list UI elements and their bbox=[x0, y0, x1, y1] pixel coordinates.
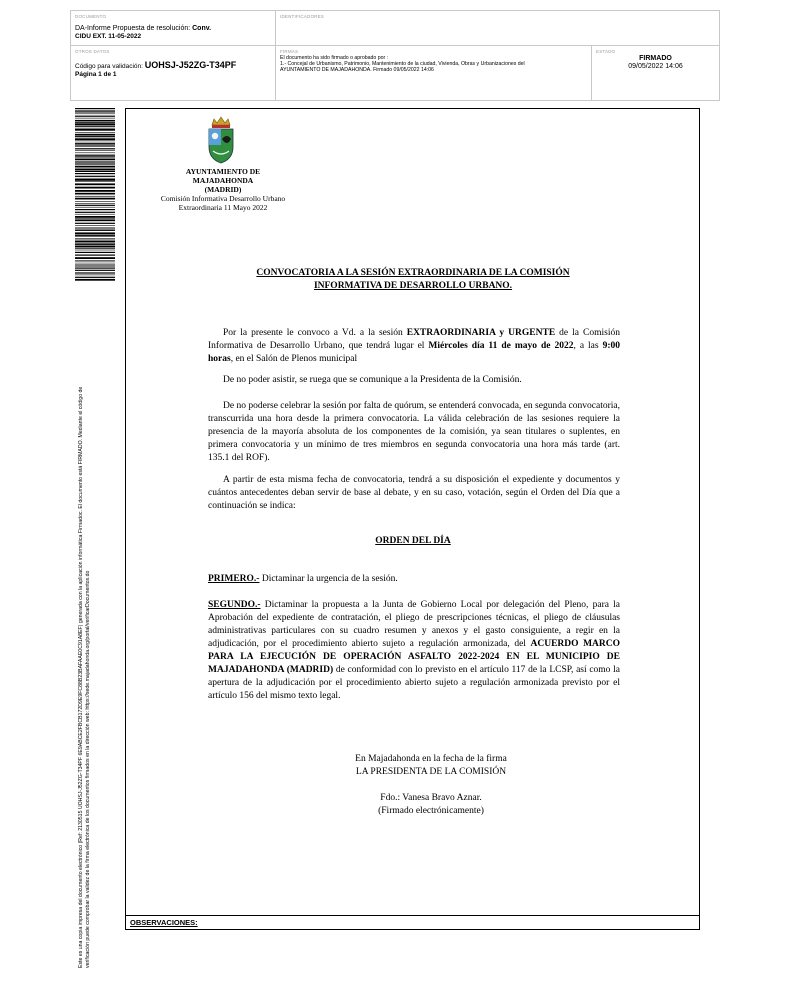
barcode-bar bbox=[75, 272, 115, 273]
barcode-bar bbox=[75, 155, 115, 156]
barcode-bar bbox=[75, 108, 115, 109]
barcode-bar bbox=[75, 216, 115, 218]
barcode-bar bbox=[75, 111, 115, 112]
barcode-bar bbox=[75, 265, 115, 266]
barcode-bar bbox=[75, 161, 115, 162]
paragraph-disposicion: A partir de esta misma fecha de convocatoria, tendrá a su disposición el expediente y documentos y cuántos antecedentes deban servir de base al debate, y en su caso, votación, según el Orden del Día que a continuación se indica: bbox=[208, 475, 620, 511]
barcode-bar bbox=[75, 143, 115, 144]
otros-datos-cell bbox=[71, 46, 276, 101]
identificadores-label: IDENTIFICADORES bbox=[280, 14, 325, 19]
barcode-bar bbox=[75, 270, 115, 271]
estado-label: ESTADO bbox=[596, 49, 616, 54]
barcode-bar bbox=[75, 241, 115, 243]
barcode-bar bbox=[75, 229, 115, 230]
paragraph-convocatoria: Por la presente le convoco a Vd. a la sesión EXTRAORDINARIA y URGENTE de la Comisión Informativa de Desarrollo Urbano, que tendrá lugar el Miércoles día 11 de mayo de 2022, a las 9:00 horas, en el Salón de Plenos municipal bbox=[208, 328, 620, 364]
barcode-bar bbox=[75, 136, 115, 137]
barcode-bar bbox=[75, 228, 115, 229]
barcode-bar bbox=[75, 146, 115, 147]
document-page bbox=[125, 108, 700, 930]
barcode-bar bbox=[75, 244, 115, 245]
estado-value: FIRMADO bbox=[639, 55, 672, 62]
validation-row: Código para validación: UOHSJ-J52ZG-T34PF bbox=[75, 60, 237, 70]
orden-del-dia-heading: ORDEN DEL DÍA bbox=[375, 536, 451, 546]
barcode bbox=[75, 108, 115, 282]
estado-date: 09/05/2022 14:06 bbox=[628, 63, 683, 70]
barcode-bar bbox=[75, 144, 115, 145]
barcode-bar bbox=[75, 132, 115, 133]
barcode-bar bbox=[75, 264, 115, 265]
barcode-bar bbox=[75, 240, 115, 241]
organization-block: AYUNTAMIENTO DE MAJADAHONDA (MADRID) Comisión Informativa Desarrollo Urbano Extraordinaria 11 Mayo 2022 bbox=[160, 167, 286, 212]
barcode-bar bbox=[75, 238, 115, 239]
barcode-bar bbox=[75, 123, 115, 125]
documento-cell bbox=[71, 11, 276, 46]
barcode-bar bbox=[75, 219, 115, 221]
barcode-bar bbox=[75, 207, 115, 208]
documento-title: DA-Informe Propuesta de resolución: Conv. bbox=[75, 25, 212, 32]
otros-datos-label: OTROS DATOS bbox=[75, 49, 110, 54]
signature-block: En Majadahonda en la fecha de la firma LA PRESIDENTA DE LA COMISIÓN Fdo.: Vanesa Bravo Aznar. (Firmado electrónicamente) bbox=[355, 754, 507, 816]
barcode-bar bbox=[75, 156, 115, 157]
barcode-bar bbox=[75, 246, 115, 247]
barcode-bar bbox=[75, 190, 115, 192]
barcode-bar bbox=[75, 214, 115, 215]
barcode-bar bbox=[75, 277, 115, 278]
barcode-bar bbox=[75, 138, 115, 140]
barcode-bar bbox=[75, 252, 115, 253]
barcode-bar bbox=[75, 128, 115, 129]
barcode-bar bbox=[75, 236, 115, 237]
barcode-bar bbox=[75, 173, 115, 174]
firmas-label: FIRMAS bbox=[280, 49, 299, 54]
barcode-bar bbox=[75, 187, 115, 189]
barcode-bar bbox=[75, 169, 115, 171]
item-primero: PRIMERO.- Dictaminar la urgencia de la sesión. bbox=[208, 574, 398, 584]
observaciones-bar: OBSERVACIONES: bbox=[126, 915, 699, 929]
barcode-bar bbox=[75, 248, 115, 249]
barcode-bar bbox=[75, 268, 115, 269]
barcode-bar bbox=[75, 141, 115, 142]
validation-code: UOHSJ-J52ZG-T34PF bbox=[144, 60, 237, 70]
documento-subtitle: CIDU EXT. 11-05-2022 bbox=[75, 33, 142, 40]
barcode-bar bbox=[75, 223, 115, 224]
coat-of-arms-icon bbox=[204, 115, 238, 165]
barcode-bar bbox=[75, 164, 115, 165]
barcode-bar bbox=[75, 212, 115, 213]
barcode-bar bbox=[75, 262, 115, 263]
barcode-bar bbox=[75, 148, 115, 149]
barcode-bar bbox=[75, 134, 115, 136]
barcode-bar bbox=[75, 235, 115, 236]
barcode-bar bbox=[75, 171, 115, 172]
barcode-bar bbox=[75, 178, 115, 179]
document-title: CONVOCATORIA A LA SESIÓN EXTRAORDINARIA DE LA COMISIÓN INFORMATIVA DE DESARROLLO URBANO. bbox=[256, 268, 570, 291]
barcode-bar bbox=[75, 114, 115, 115]
barcode-bar bbox=[75, 159, 115, 161]
barcode-bar bbox=[75, 129, 115, 131]
barcode-bar bbox=[75, 205, 115, 206]
barcode-bar bbox=[75, 266, 115, 267]
barcode-bar bbox=[75, 162, 115, 163]
barcode-bar bbox=[75, 218, 115, 219]
barcode-bar bbox=[75, 122, 115, 123]
barcode-bar bbox=[75, 230, 115, 231]
firmas-cell bbox=[276, 46, 592, 101]
barcode-bar bbox=[75, 118, 115, 119]
item-segundo: SEGUNDO.- Dictaminar la propuesta a la Junta de Gobierno Local por delegación del Pleno, para la Aprobación del expediente de contratación, el pliego de prescripciones técnicas, el pliego de cláusulas administrativas particulares con su cuadro resumen y anexos y el gasto consiguiente, a regir en la adjudicación, por el procedimiento abierto sujeto a regulación armonizada, del ACUERDO MARCO PARA LA EJECUCIÓN DE OPERACIÓN ASFALTO 2022-2024 EN EL MUNICIPIO DE MAJADAHONDA (MADRID) de conformidad con lo previsto en el artículo 117 de la LCSP, así como la apertura de la adjudicación por el procedimiento abierto sujeto a regulación armonizada previsto por el artículo 156 del mismo texto legal. bbox=[208, 600, 621, 701]
barcode-bar bbox=[75, 166, 115, 168]
barcode-bar bbox=[75, 176, 115, 177]
paragraph-asistencia: De no poder asistir, se ruega que se comunique a la Presidenta de la Comisión. bbox=[223, 375, 522, 385]
barcode-bar bbox=[75, 201, 115, 202]
barcode-bar bbox=[75, 126, 115, 127]
barcode-bar bbox=[75, 225, 115, 226]
barcode-bar bbox=[75, 209, 115, 210]
barcode-bar bbox=[75, 195, 115, 196]
barcode-bar bbox=[75, 275, 115, 276]
document-header bbox=[70, 10, 720, 101]
barcode-bar bbox=[75, 181, 115, 182]
page-count: Página 1 de 1 bbox=[75, 71, 117, 78]
paragraph-quorum: De no poderse celebrar la sesión por falta de quórum, se entenderá convocada, en segunda convocatoria, transcurrida una hora desde la primera convocatoria. La válida celebración de las sesiones requiere la presencia de la mayoría absoluta de los componentes de la comisión, ya sean titulares o suplentes, en primera convocatoria y un mínimo de tres miembros en segunda convocatoria una hora más tarde (art. 135.1 del ROF). bbox=[208, 401, 620, 463]
barcode-bar bbox=[75, 257, 115, 259]
estado-cell bbox=[592, 46, 719, 101]
barcode-bar bbox=[75, 193, 115, 194]
barcode-bar bbox=[75, 203, 115, 204]
barcode-bar bbox=[75, 243, 115, 244]
firmas-text: El documento ha sido firmado o aprobado por : 1.- Concejal de Urbanismo, Patrimonio, Mantenimiento de la ciudad, Vivienda, Obras y Urbanizaciones del AYUNTAMIENTO DE MAJADAHONDA. Firmado 09/05/2022 14:06 bbox=[280, 55, 525, 74]
barcode-bar bbox=[75, 110, 115, 111]
identificadores-cell bbox=[276, 11, 719, 46]
barcode-bar bbox=[75, 116, 115, 117]
barcode-bar bbox=[75, 150, 115, 151]
barcode-bar bbox=[75, 255, 115, 256]
barcode-bar bbox=[75, 120, 115, 121]
barcode-bar bbox=[75, 198, 115, 200]
barcode-bar bbox=[75, 260, 115, 261]
side-verification-text: Este es una copia impresa del documento electrónico (Ref: 2130515 UOHSJ-J52ZG-T34PF 6E9ABCE2FBCB172D9E9FC88B23BAFAAE0C91A8EF) generada con la aplicación informática Firmadoc. El documento está FIRMADO. Mediante el código de verificación puede comprobar la validez de la firma electrónica de los documentos firmados en la dirección web: https://sede.majadahonda.org/portal/verificarDocumentos.do bbox=[78, 386, 91, 968]
barcode-bar bbox=[75, 153, 115, 154]
documento-label: DOCUMENTO bbox=[75, 14, 107, 19]
barcode-bar bbox=[75, 183, 115, 185]
barcode-bar bbox=[75, 279, 115, 281]
barcode-bar bbox=[75, 196, 115, 197]
barcode-bar bbox=[75, 179, 115, 181]
barcode-bar bbox=[75, 232, 115, 234]
barcode-bar bbox=[75, 250, 115, 251]
